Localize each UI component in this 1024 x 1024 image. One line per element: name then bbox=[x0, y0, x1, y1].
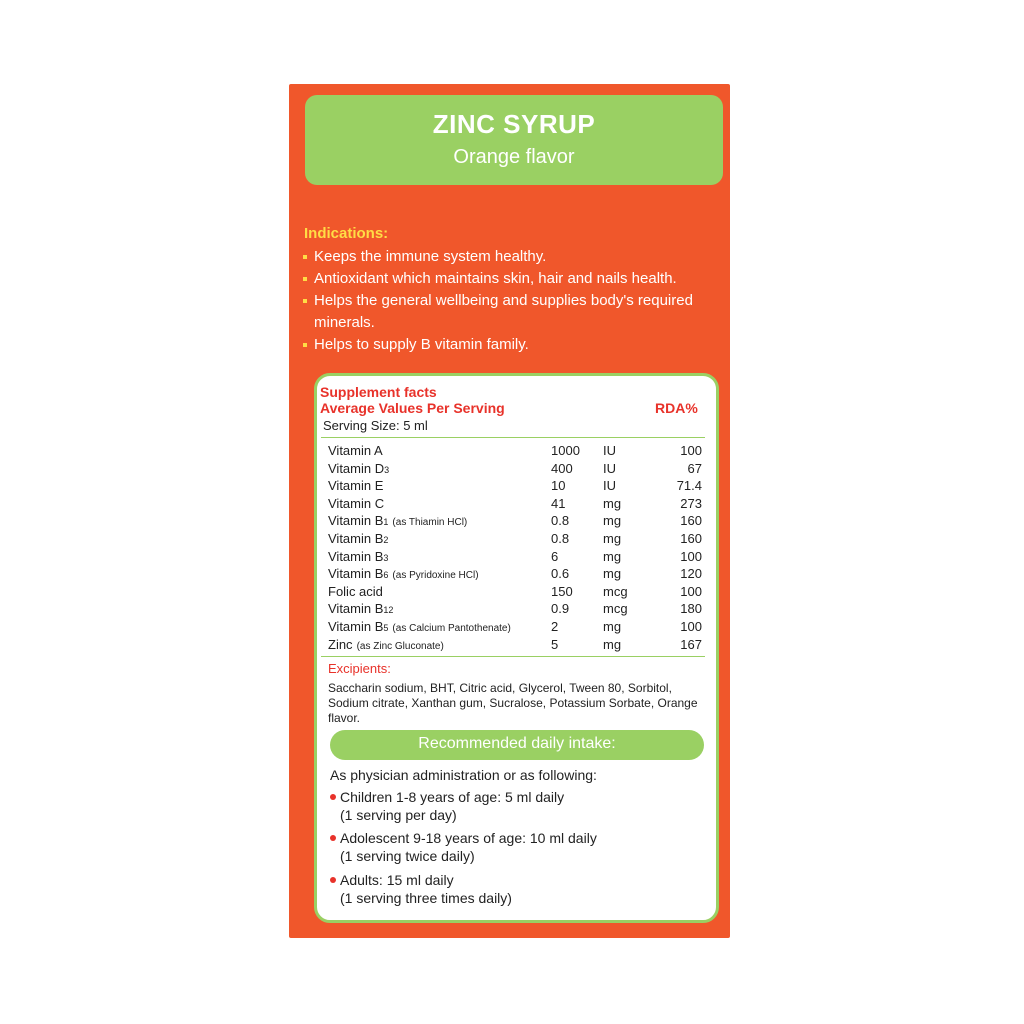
facts-row bbox=[0, 496, 1024, 514]
facts-row bbox=[0, 531, 1024, 549]
nutrient-amount: 1000 bbox=[551, 443, 580, 458]
nutrient-rda: 120 bbox=[680, 566, 702, 582]
facts-row bbox=[0, 461, 1024, 479]
nutrient-unit: mg bbox=[603, 636, 622, 652]
nutrient-unit: mg bbox=[603, 513, 622, 529]
nutrient-name: Vitamin B12 bbox=[328, 601, 394, 617]
nutrient-rda: 100 bbox=[680, 548, 702, 564]
bullet-icon bbox=[330, 794, 336, 800]
indications-heading: Indications: bbox=[304, 225, 389, 242]
facts-row bbox=[0, 513, 1024, 531]
indications-list bbox=[302, 246, 732, 356]
nutrient-rda: 100 bbox=[680, 619, 702, 634]
nutrient-unit: mg bbox=[603, 566, 622, 582]
nutrient-rda: 273 bbox=[680, 495, 702, 511]
nutrient-unit: mg bbox=[603, 495, 622, 511]
nutrient-rda: 167 bbox=[680, 636, 702, 652]
nutrient-name: Vitamin B5 (as Calcium Pantothenate) bbox=[328, 619, 511, 634]
indication-text: Helps the general wellbeing and supplies body's required minerals. bbox=[314, 292, 693, 331]
nutrient-amount: 6 bbox=[551, 548, 559, 564]
nutrient-rda: 180 bbox=[680, 601, 702, 617]
indication-item bbox=[302, 246, 732, 268]
nutrient-amount: 10 bbox=[551, 478, 566, 494]
nutrient-name: Folic acid bbox=[328, 583, 383, 599]
facts-row bbox=[0, 584, 1024, 602]
dosage-item bbox=[330, 871, 512, 907]
nutrient-amount: 0.8 bbox=[551, 531, 570, 546]
nutrient-name: Vitamin B2 bbox=[328, 531, 389, 546]
supplement-facts-heading: Supplement facts bbox=[320, 384, 437, 400]
nutrient-rda: 100 bbox=[680, 443, 702, 458]
facts-row bbox=[0, 601, 1024, 619]
serving-size: Serving Size: 5 ml bbox=[323, 418, 428, 433]
bullet-icon bbox=[303, 255, 307, 259]
nutrient-name: Vitamin D3 bbox=[328, 460, 390, 476]
nutrient-amount: 0.9 bbox=[551, 601, 570, 617]
bullet-icon bbox=[330, 835, 336, 841]
dosage-note: (1 serving three times daily) bbox=[340, 890, 512, 906]
nutrient-amount: 0.8 bbox=[551, 513, 570, 529]
nutrient-rda: 160 bbox=[680, 513, 702, 529]
bullet-icon bbox=[303, 343, 307, 347]
nutrient-unit: IU bbox=[603, 460, 616, 476]
nutrient-name: Vitamin B1 (as Thiamin HCl) bbox=[328, 513, 468, 529]
nutrient-amount: 150 bbox=[551, 583, 573, 599]
nutrient-name: Vitamin E bbox=[328, 478, 384, 494]
nutrient-name: Zinc (as Zinc Gluconate) bbox=[328, 636, 444, 652]
dosage-note: (1 serving twice daily) bbox=[340, 848, 475, 864]
facts-row bbox=[0, 549, 1024, 567]
facts-row bbox=[0, 566, 1024, 584]
nutrient-amount: 5 bbox=[551, 636, 559, 652]
indication-item bbox=[302, 290, 732, 334]
bullet-icon bbox=[330, 877, 336, 883]
divider bbox=[321, 656, 705, 657]
dosage-line: Adults: 15 ml daily bbox=[340, 872, 454, 888]
nutrient-rda: 160 bbox=[680, 531, 702, 546]
indication-item bbox=[302, 268, 732, 290]
nutrient-name: Vitamin B3 bbox=[328, 548, 389, 564]
nutrient-unit: mcg bbox=[603, 583, 628, 599]
nutrient-unit: mg bbox=[603, 531, 622, 546]
product-flavor: Orange flavor bbox=[453, 146, 575, 168]
recommended-intro: As physician administration or as following: bbox=[330, 767, 597, 783]
bullet-icon bbox=[303, 299, 307, 303]
average-values-heading: Average Values Per Serving bbox=[320, 400, 505, 416]
nutrient-rda: 100 bbox=[680, 583, 702, 599]
excipients-heading: Excipients: bbox=[328, 661, 391, 676]
nutrient-unit: IU bbox=[603, 478, 616, 494]
nutrient-unit: mg bbox=[603, 548, 622, 564]
recommended-intake-heading: Recommended daily intake: bbox=[418, 735, 616, 752]
rda-heading: RDA% bbox=[655, 400, 698, 416]
nutrient-unit: mcg bbox=[603, 601, 628, 617]
nutrient-unit: IU bbox=[603, 443, 616, 458]
dosage-note: (1 serving per day) bbox=[340, 807, 457, 823]
dosage-line: Children 1-8 years of age: 5 ml daily bbox=[340, 789, 565, 805]
indication-item bbox=[302, 334, 732, 356]
nutrient-amount: 2 bbox=[551, 619, 559, 634]
facts-row bbox=[0, 443, 1024, 461]
nutrient-name: Vitamin B6 (as Pyridoxine HCl) bbox=[328, 566, 479, 582]
facts-row bbox=[0, 637, 1024, 655]
excipients-text: Saccharin sodium, BHT, Citric acid, Glycerol, Tween 80, Sorbitol, Sodium citrate, Xanthan gum, Sucralose, Potassium Sorbate, Orange flavor. bbox=[328, 681, 698, 725]
product-title: ZINC SYRUP bbox=[432, 109, 596, 139]
facts-row bbox=[0, 619, 1024, 637]
indication-text: Antioxidant which maintains skin, hair and nails health. bbox=[314, 270, 677, 287]
nutrient-rda: 71.4 bbox=[676, 478, 702, 494]
divider bbox=[321, 437, 705, 438]
nutrient-rda: 67 bbox=[687, 460, 702, 476]
nutrient-amount: 400 bbox=[551, 460, 573, 476]
nutrient-amount: 41 bbox=[551, 495, 566, 511]
bullet-icon bbox=[303, 277, 307, 281]
nutrient-name: Vitamin A bbox=[328, 443, 383, 458]
nutrient-unit: mg bbox=[603, 619, 622, 634]
indication-text: Keeps the immune system healthy. bbox=[314, 248, 547, 265]
indication-text: Helps to supply B vitamin family. bbox=[314, 336, 529, 353]
nutrient-amount: 0.6 bbox=[551, 566, 570, 582]
facts-row bbox=[0, 478, 1024, 496]
nutrient-name: Vitamin C bbox=[328, 495, 385, 511]
dosage-line: Adolescent 9-18 years of age: 10 ml daily bbox=[340, 830, 597, 846]
dosage-item bbox=[330, 788, 564, 824]
dosage-item bbox=[330, 829, 597, 865]
